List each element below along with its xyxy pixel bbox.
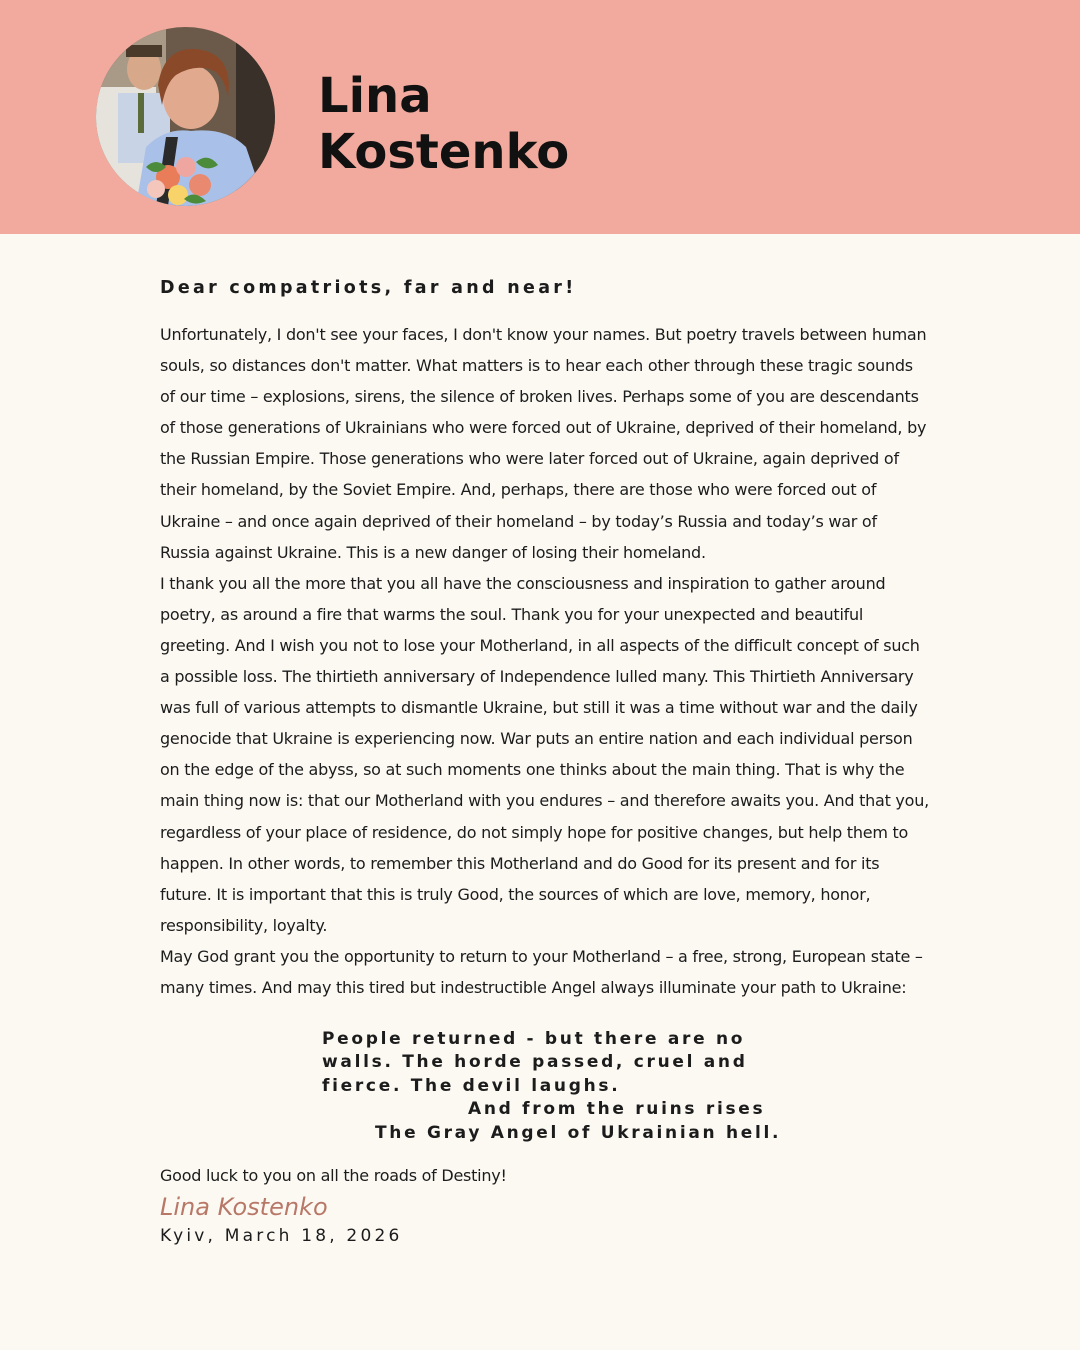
letter-paragraph: I thank you all the more that you all have the consciousness and inspiration to gather around poetry, as around a fire that warms the soul. Thank you for your unexpected and beautiful greeting. And I wish you not to lose your Motherland, in all aspects of the difficult concept of such a possible loss. The thirtieth anniversary of Independence lulled many. This Thirtieth Anniversary was full of various attempts to dismantle Ukraine, but still it was a time without war and the daily genocide that Ukraine is experiencing now. War puts an entire nation and each individual person on the edge of the abyss, so at such moments one thinks about the main thing. That is why the main thing now is: that our Motherland with you endures – and therefore awaits you. And that you, regardless of your place of residence, do not simply hope for positive changes, but help them to happen. In other words, to remember this Motherland and do Good for its present and for its future. It is important that this is truly Good, the sources of which are love, memory, honor, responsibility, loyalty. bbox=[160, 573, 929, 935]
author-name bbox=[318, 68, 569, 180]
poem-line: The Gray Angel of Ukrainian hell. bbox=[375, 1122, 782, 1143]
letter-paragraph: May God grant you the opportunity to return to your Motherland – a free, strong, European state – many times. And may this tired but indestructible Angel always illuminate your path to Ukraine: bbox=[160, 946, 923, 997]
poem-line: And from the ruins rises bbox=[468, 1099, 766, 1120]
letter-signature: Lina Kostenko bbox=[160, 1193, 328, 1222]
poem-line: People returned - but there are no bbox=[322, 1029, 746, 1050]
author-first-name: Lina bbox=[318, 68, 432, 124]
letter-body bbox=[160, 276, 930, 1248]
letter-paragraph: Unfortunately, I don't see your faces, I don't know your names. But poetry travels between human souls, so distances don't matter. What matters is to hear each other through these tragic sounds of our time – explosions, sirens, the silence of broken lives. Perhaps some of you are descendants of those generations of Ukrainians who were forced out of Ukraine, deprived of their homeland, by the Russian Empire. Those generations who were later forced out of Ukraine, again deprived of their homeland, by the Soviet Empire. And, perhaps, there are those who were forced out of Ukraine – and once again deprived of their homeland – by today’s Russia and today’s war of Russia against Ukraine. This is a new danger of losing their homeland. bbox=[160, 325, 927, 562]
poem-line: fierce. The devil laughs. bbox=[322, 1075, 621, 1096]
author-last-name: Kostenko bbox=[318, 124, 570, 180]
poem-quote bbox=[322, 1028, 930, 1145]
letter-closing: Good luck to you on all the roads of Destiny! bbox=[160, 1166, 507, 1186]
portrait-photo bbox=[96, 27, 275, 206]
letter-place-date: Kyiv, March 18, 2026 bbox=[160, 1226, 403, 1247]
portrait-photo-image bbox=[96, 27, 275, 206]
letter-greeting: Dear compatriots, far and near! bbox=[160, 278, 577, 298]
header-banner bbox=[0, 0, 1080, 234]
poem-line: walls. The horde passed, cruel and bbox=[322, 1052, 748, 1073]
